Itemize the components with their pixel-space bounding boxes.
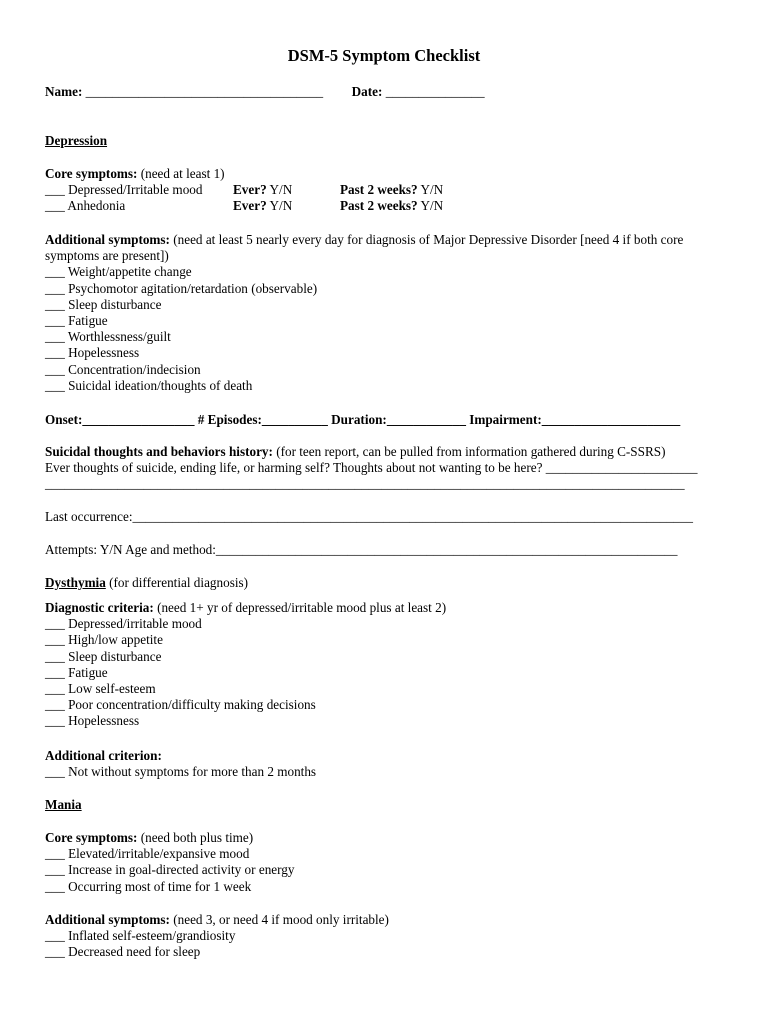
past-value[interactable]: Y/N — [417, 198, 444, 214]
dysthymia-additional-label: Additional criterion: — [45, 748, 162, 763]
checklist-item[interactable]: ___ Decreased need for sleep — [45, 944, 201, 960]
episodes-label: # Episodes: — [194, 412, 262, 427]
item-text: Anhedonia — [64, 198, 126, 214]
impairment-label: Impairment: — [465, 412, 542, 427]
ever-value[interactable]: Y/N — [266, 198, 293, 214]
item-text: Depressed/Irritable mood — [64, 182, 203, 198]
dysthymia-heading-note: (for differential diagnosis) — [105, 575, 249, 590]
checklist-item[interactable]: ___ Psychomotor agitation/retardation (observable) — [45, 280, 318, 296]
impairment-field[interactable]: _____________________ — [541, 412, 681, 427]
suicidal-label: Suicidal thoughts and behaviors history: — [45, 444, 273, 459]
date-field[interactable]: _______________ — [385, 84, 485, 99]
checklist-item[interactable]: ___ Concentration/indecision — [45, 361, 201, 377]
checklist-item[interactable]: ___ Inflated self-esteem/grandiosity — [45, 928, 236, 944]
dysthymia-additional-section — [45, 748, 725, 780]
depression-additional-section — [45, 232, 725, 394]
depression-core-label: Core symptoms: — [45, 166, 138, 181]
episodes-field[interactable]: __________ — [261, 412, 328, 427]
checklist-item[interactable]: ___ Fatigue — [45, 313, 108, 329]
onset-label: Onset: — [45, 412, 83, 427]
dysthymia-heading: Dysthymia — [45, 575, 106, 590]
mania-additional-section — [45, 912, 725, 961]
depression-core-item[interactable] — [45, 182, 725, 198]
item-blank[interactable]: ___ — [45, 198, 65, 214]
suicidal-question[interactable]: Ever thoughts of suicide, ending life, or harming self? Thoughts about not wanting to be here? _______________________ — [45, 460, 698, 476]
onset-field[interactable]: _________________ — [82, 412, 195, 427]
depression-core-note: (need at least 1) — [137, 166, 225, 181]
depression-core-section — [45, 166, 725, 215]
depression-additional-label: Additional symptoms: — [45, 232, 170, 247]
checklist-item[interactable]: ___ Increase in goal-directed activity or energy — [45, 862, 295, 878]
date-label: Date: — [351, 84, 383, 99]
name-label: Name: — [45, 84, 83, 99]
mania-core-note: (need both plus time) — [137, 830, 254, 845]
dysthymia-heading-line — [45, 575, 725, 591]
onset-line — [45, 412, 725, 428]
duration-field[interactable]: ____________ — [386, 412, 466, 427]
dysthymia-criteria-note: (need 1+ yr of depressed/irritable mood plus at least 2) — [153, 600, 447, 615]
checklist-item[interactable]: ___ High/low appetite — [45, 632, 163, 648]
checklist-item[interactable]: ___ Occurring most of time for 1 week — [45, 878, 252, 894]
checklist-item[interactable]: ___ Sleep disturbance — [45, 296, 162, 312]
checklist-item[interactable]: ___ Poor concentration/difficulty making decisions — [45, 697, 316, 713]
checklist-item[interactable]: ___ Hopelessness — [45, 713, 140, 729]
past-label: Past 2 weeks? — [340, 198, 418, 214]
checklist-item[interactable]: ___ Hopelessness — [45, 345, 140, 361]
suicidal-history-section — [45, 444, 725, 493]
item-blank[interactable]: ___ — [45, 182, 65, 198]
depression-additional-note: (need at least 5 nearly every day for diagnosis of Major Depressive Disorder [need 4 if both core symptoms are present]) — [45, 232, 684, 264]
last-occurrence-field[interactable]: Last occurrence:_____________________________________________________________________________________ — [45, 509, 693, 524]
ever-label: Ever? — [233, 198, 267, 214]
checklist-item[interactable]: ___ Suicidal ideation/thoughts of death — [45, 377, 253, 393]
mania-core-section — [45, 830, 725, 895]
ever-label: Ever? — [233, 182, 267, 198]
page-title: DSM-5 Symptom Checklist — [287, 46, 481, 65]
mania-heading: Mania — [45, 797, 82, 812]
mania-additional-label: Additional symptoms: — [45, 912, 170, 927]
attempts-field[interactable]: Attempts: Y/N Age and method:______________________________________________________________________ — [45, 542, 678, 557]
suicidal-answer-line[interactable]: _________________________________________________________________________________________________ — [45, 476, 685, 492]
suicidal-note: (for teen report, can be pulled from information gathered during C-SSRS) — [272, 444, 666, 459]
mania-core-label: Core symptoms: — [45, 830, 138, 845]
past-label: Past 2 weeks? — [340, 182, 418, 198]
past-value[interactable]: Y/N — [417, 182, 444, 198]
name-field[interactable]: ____________________________________ — [85, 84, 324, 99]
header-fields — [45, 84, 725, 100]
checklist-item[interactable]: ___ Sleep disturbance — [45, 648, 162, 664]
duration-label: Duration: — [327, 412, 387, 427]
checklist-item[interactable]: ___ Worthlessness/guilt — [45, 329, 171, 345]
checklist-item[interactable]: ___ Low self-esteem — [45, 681, 156, 697]
checklist-item[interactable]: ___ Depressed/irritable mood — [45, 616, 202, 632]
ever-value[interactable]: Y/N — [266, 182, 293, 198]
checklist-item[interactable]: ___ Weight/appetite change — [45, 264, 192, 280]
dysthymia-criteria-label: Diagnostic criteria: — [45, 600, 154, 615]
depression-heading: Depression — [45, 133, 108, 148]
mania-additional-note: (need 3, or need 4 if mood only irritable) — [169, 912, 389, 927]
checklist-item[interactable]: ___ Elevated/irritable/expansive mood — [45, 846, 250, 862]
dysthymia-criteria-section — [45, 600, 725, 730]
checklist-item[interactable]: ___ Fatigue — [45, 664, 108, 680]
checklist-item[interactable]: ___ Not without symptoms for more than 2 months — [45, 764, 317, 780]
depression-core-item[interactable] — [45, 198, 725, 214]
